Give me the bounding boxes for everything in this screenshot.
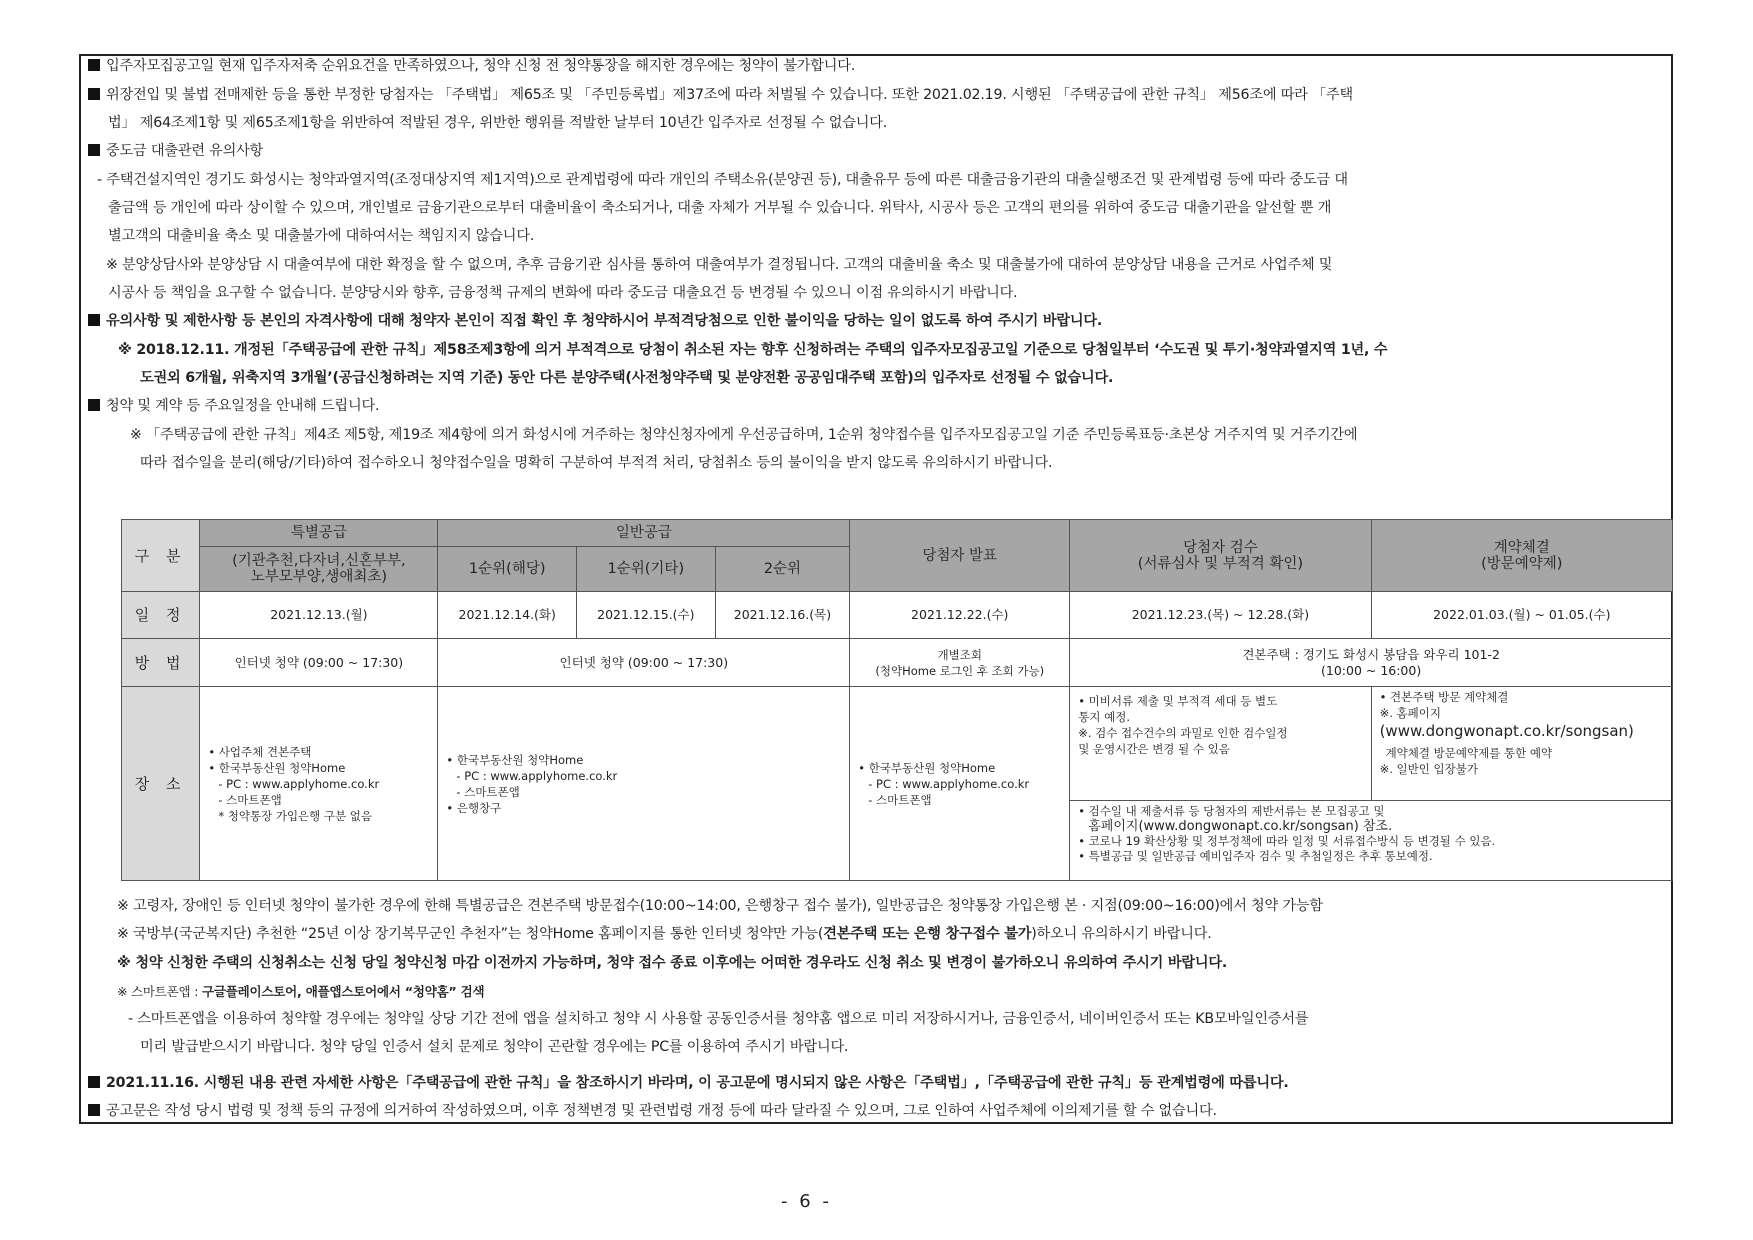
schedule-rank1-other: 2021.12.15.(수) <box>577 592 716 639</box>
schedule-contract: 2022.01.03.(월) ~ 01.05.(수) <box>1371 592 1672 639</box>
schedule-special: 2021.12.13.(월) <box>200 592 438 639</box>
notice-line: ※ 고령자, 장애인 등 인터넷 청약이 불가한 경우에 한해 특별공급은 견본주택 방문접수(10:00~14:00, 은행창구 접수 불가), 일반공급은 청약통장 가입은행 본 · 지점(09:00~16:00)에서 청약 가능함 <box>117 898 1323 914</box>
method-announce: 개별조회 (청약Home 로그인 후 조회 가능) <box>850 639 1070 687</box>
header-rank1-local: 1순위(해당) <box>438 547 577 592</box>
notice-line: ※ 2018.12.11. 개정된「주택공급에 관한 규칙」제58조제3항에 의거 부적격으로 당첨이 취소된 자는 향후 신청하려는 주택의 입주자모집공고일 기준으로 당첨일부터 ‘수도권 및 투기·청약과열지역 1년, 수 <box>118 342 1388 358</box>
header-gubun: 구 분 <box>122 520 200 592</box>
schedule-rank1-local: 2021.12.14.(화) <box>438 592 577 639</box>
notice-line: - 스마트폰앱을 이용하여 청약할 경우에는 청약일 상당 기간 전에 앱을 설치하고 청약 시 사용할 공동인증서를 청약홈 앱으로 미리 저장하시거나, 금융인증서, 네이버인증서 또는 KB모바일인증서를 <box>128 1011 1309 1027</box>
square-bullet-icon <box>88 1104 100 1116</box>
notice-line: ※ 「주택공급에 관한 규칙」제4조 제5항, 제19조 제4항에 의거 화성시에 거주하는 청약신청자에게 우선공급하며, 1순위 청약접수를 입주자모집공고일 기준 주민등록표등·초본상 거주지역 및 거주기간에 <box>130 427 1358 443</box>
section-heading: 청약 및 계약 등 주요일정을 안내해 드립니다. <box>88 397 379 415</box>
header-winner-announce: 당첨자 발표 <box>850 520 1070 592</box>
notice-line: 입주자모집공고일 현재 입주자저축 순위요건을 만족하였으나, 청약 신청 전 청약통장을 해지한 경우에는 청약이 불가합니다. <box>88 57 855 75</box>
place-announce: • 한국부동산원 청약Home - PC : www.applyhome.co.kr - 스마트폰앱 <box>850 687 1070 881</box>
square-bullet-icon <box>88 399 100 411</box>
notice-line: ※ 분양상담사와 분양상담 시 대출여부에 대한 확정을 할 수 없으며, 추후 금융기관 심사를 통하여 대출여부가 결정됩니다. 고객의 대출비율 축소 및 대출불가에 대하여 분양상담 내용을 근거로 사업주체 및 <box>106 257 1333 273</box>
header-special-sub: (기관추천,다자녀,신혼부부, 노부모부양,생애최초) <box>200 547 438 592</box>
square-bullet-icon <box>88 314 100 326</box>
header-rank1-other: 1순위(기타) <box>577 547 716 592</box>
header-general-supply: 일반공급 <box>438 520 850 547</box>
schedule-rank2: 2021.12.16.(목) <box>715 592 850 639</box>
method-verify-contract: 견본주택 : 경기도 화성시 봉담읍 와우리 101-2 (10:00 ~ 16:00) <box>1070 639 1673 687</box>
schedule-announce: 2021.12.22.(수) <box>850 592 1070 639</box>
notice-line: 따라 접수일을 분리(해당/기타)하여 접수하오니 청약접수일을 명확히 구분하여 부적격 처리, 당첨취소 등의 불이익을 받지 않도록 유의하시기 바랍니다. <box>140 455 1053 471</box>
header-winner-verify: 당첨자 검수 (서류심사 및 부적격 확인) <box>1070 520 1371 592</box>
method-special: 인터넷 청약 (09:00 ~ 17:30) <box>200 639 438 687</box>
row-label-schedule: 일 정 <box>122 592 200 639</box>
page-number: - 6 - <box>781 1191 832 1212</box>
notice-line: 출금액 등 개인에 따라 상이할 수 있으며, 개인별로 금융기관으로부터 대출비율이 축소되거나, 대출 자체가 거부될 수 있습니다. 위탁사, 시공사 등은 고객의 편의를 위하여 중도금 대출기관을 알선할 뿐 개 <box>108 200 1332 216</box>
header-special-supply: 특별공급 <box>200 520 438 547</box>
place-contract: • 견본주택 방문 계약체결 ※. 홈페이지 (www.dongwonapt.co.kr/songsan) 계약체결 방문예약제를 통한 예약 ※. 일반인 입장불가 <box>1371 687 1672 801</box>
notice-line: ※ 스마트폰앱 : 구글플레이스토어, 애플앱스토어에서 “청약홈” 검색 <box>117 984 485 999</box>
notice-line: - 주택건설지역인 경기도 화성시는 청약과열지역(조정대상지역 제1지역)으로 관계법령에 따라 개인의 주택소유(분양권 등), 대출유무 등에 따른 대출금융기관의 대출실행조건 및 관계법령 등에 따라 중도금 대 <box>97 172 1348 188</box>
header-contract: 계약체결 (방문예약제) <box>1371 520 1672 592</box>
square-bullet-icon <box>88 88 100 100</box>
section-heading: 중도금 대출관련 유의사항 <box>88 142 263 160</box>
notice-line: ※ 청약 신청한 주택의 신청취소는 신청 당일 청약신청 마감 이전까지 가능하며, 청약 접수 종료 이후에는 어떠한 경우라도 신청 취소 및 변경이 불가하오니 유의하여 주시기 바랍니다. <box>117 955 1228 971</box>
section-heading: 공고문은 작성 당시 법령 및 정책 등의 규정에 의거하여 작성하였으며, 이후 정책변경 및 관련법령 개정 등에 따라 달라질 수 있으며, 그로 인하여 사업주체에 이의제기를 할 수 없습니다. <box>88 1102 1217 1120</box>
section-heading: 2021.11.16. 시행된 내용 관련 자세한 사항은「주택공급에 관한 규칙」을 참조하시기 바라며, 이 공고문에 명시되지 않은 사항은「주택법」,「주택공급에 관한 규칙」등 관계법령에 따릅니다. <box>88 1074 1289 1092</box>
notice-line: 위장전입 및 불법 전매제한 등을 통한 부정한 당첨자는 「주택법」 제65조 및 「주민등록법」제37조에 따라 처벌될 수 있습니다. 또한 2021.02.19. 시행된 「주택공급에 관한 규칙」 제56조에 따라 「주택 <box>88 86 1353 104</box>
place-verify: • 미비서류 제출 및 부적격 세대 등 별도 통지 예정. ※. 검수 접수건수의 과밀로 인한 검수일정 및 운영시간은 변경 될 수 있음 <box>1070 687 1371 801</box>
section-heading: 유의사항 및 제한사항 등 본인의 자격사항에 대해 청약자 본인이 직접 확인 후 청약하시어 부적격당첨으로 인한 불이익을 당하는 일이 없도록 하여 주시기 바랍니다. <box>88 312 1102 330</box>
place-verify-contract-notes: • 검수일 내 제출서류 등 당첨자의 제반서류는 본 모집공고 및 홈페이지(www.dongwonapt.co.kr/songsan) 참조. • 코로나 19 확산상황 및 정부정책에 따라 일정 및 서류접수방식 등 변경될 수 있음. • 특별공급 및 일반공급 예비입주자 검수 및 추첨일정은 추후 통보예정. <box>1070 801 1673 881</box>
method-general: 인터넷 청약 (09:00 ~ 17:30) <box>438 639 850 687</box>
square-bullet-icon <box>88 59 100 71</box>
square-bullet-icon <box>88 1076 100 1088</box>
place-general: • 한국부동산원 청약Home - PC : www.applyhome.co.kr - 스마트폰앱 • 은행창구 <box>438 687 850 881</box>
notice-line: 법」 제64조제1항 및 제65조제1항을 위반하여 적발된 경우, 위반한 행위를 적발한 날부터 10년간 입주자로 선정될 수 없습니다. <box>108 115 888 131</box>
row-label-place: 장 소 <box>122 687 200 881</box>
schedule-table <box>121 519 1673 881</box>
notice-line: ※ 국방부(국군복지단) 추천한 “25년 이상 장기복무군인 추천자”는 청약Home 홈페이지를 통한 인터넷 청약만 가능(견본주택 또는 은행 창구접수 불가)하오니 유의하시기 바랍니다. <box>117 926 1212 942</box>
notice-line: 미리 발급받으시기 바랍니다. 청약 당일 인증서 설치 문제로 청약이 곤란할 경우에는 PC를 이용하여 주시기 바랍니다. <box>140 1039 849 1055</box>
notice-line: 시공사 등 책임을 요구할 수 없습니다. 분양당시와 향후, 금융정책 규제의 변화에 따라 중도금 대출요건 등 변경될 수 있으니 이점 유의하시기 바랍니다. <box>108 285 1018 301</box>
place-special: • 사업주체 견본주택 • 한국부동산원 청약Home - PC : www.applyhome.co.kr - 스마트폰앱 * 청약통장 가입은행 구분 없음 <box>200 687 438 881</box>
square-bullet-icon <box>88 144 100 156</box>
row-label-method: 방 법 <box>122 639 200 687</box>
schedule-verify: 2021.12.23.(목) ~ 12.28.(화) <box>1070 592 1371 639</box>
notice-line: 도권외 6개월, 위축지역 3개월’(공급신청하려는 지역 기준) 동안 다른 분양주택(사전청약주택 및 분양전환 공공임대주택 포함)의 입주자로 선정될 수 없습니다. <box>140 370 1114 386</box>
header-rank2: 2순위 <box>715 547 850 592</box>
notice-line: 별고객의 대출비율 축소 및 대출불가에 대하여서는 책임지지 않습니다. <box>108 228 535 244</box>
